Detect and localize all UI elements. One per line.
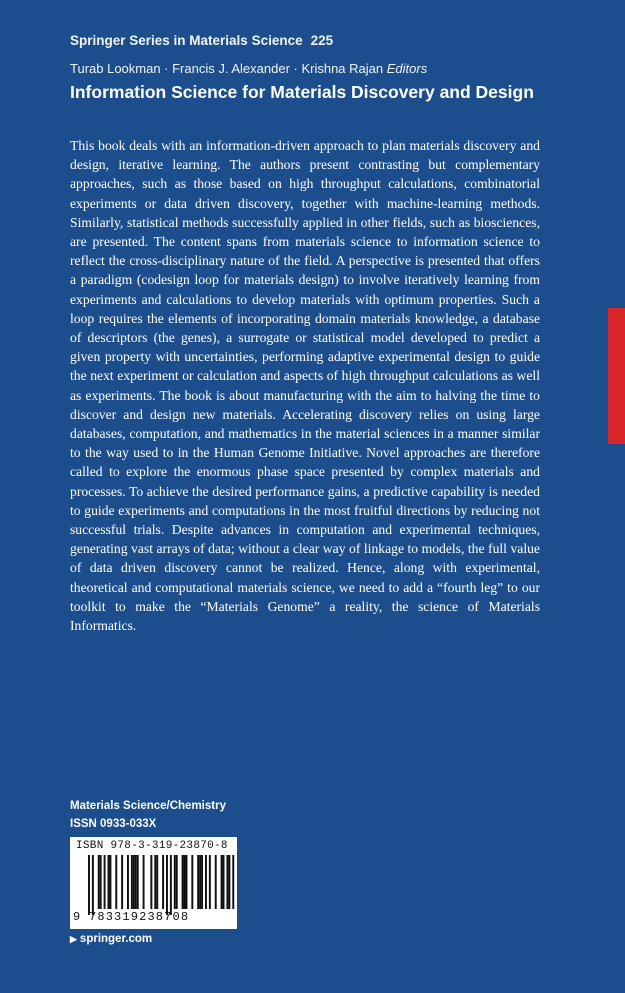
issn-number: ISSN 0933-033X <box>70 818 157 830</box>
isbn-label: ISBN 978-3-319-23870-8 <box>76 840 228 852</box>
barcode <box>70 837 237 929</box>
book-title: Information Science for Materials Discovery and Design <box>70 82 534 102</box>
series-line <box>70 33 333 48</box>
arrow-right-icon: ▶ <box>70 934 77 944</box>
subject-category: Materials Science/Chemistry <box>70 800 226 812</box>
springer-link-text: springer.com <box>79 933 153 945</box>
springer-link[interactable] <box>70 933 152 945</box>
series-number: 225 <box>310 33 334 48</box>
book-description: This book deals with an information-driven approach to plan materials discovery and design, iterative learning. The authors present contrasting but complementary approaches, such as those based on high throughput calculations, combinatorial experiments or data driven discovery, together with machine-learning methods. Similarly, statistical methods successfully applied in other fields, such as biosciences, are presented. The content spans from materials science to information science to reflect the cross-disciplinary nature of the field. A perspective is presented that offers a paradigm (codesign loop for materials design) to involve iteratively learning from experiments and calculations to develop materials with optimum properties. Such a loop requires the elements of incorporating domain materials knowledge, a database of descriptors (the genes), a surrogate or statistical model developed to predict a given property with uncertainties, performing adaptive experimental design to guide the next experiment or calculation and aspects of high throughput calculations as well as experiments. The book is about manufacturing with the aim to halving the time to discover and design new materials. Accelerating discovery relies on using large databases, computation, and mathematics in the material sciences in a manner similar to the way used to in the Human Genome Initiative. Novel approaches are therefore called to explore the enormous phase space presented by complex materials and processes. To achieve the desired performance gains, a predictive capability is needed to guide experiments and computations in the most fruitful directions by reducing not successful trials. Despite advances in computation and experimental techniques, generating vast arrays of data; without a clear way of linkage to models, the full value of data driven discovery cannot be realized. Hence, along with experimental, theoretical and computational materials science, we need to add a “fourth leg” to our toolkit to make the “Materials Genome” a reality, the science of Materials Informatics. <box>70 138 540 634</box>
editors-line <box>70 61 427 76</box>
isbn-first-digit: 9 <box>73 910 81 924</box>
series-name: Springer Series in Materials Science <box>70 33 303 48</box>
editors-role: Editors <box>386 61 428 76</box>
editor-names: Turab Lookman · Francis J. Alexander · Krishna Rajan <box>70 61 384 76</box>
red-edge-tab <box>608 308 625 444</box>
isbn-digit-groups: 783319238708 <box>89 910 190 924</box>
